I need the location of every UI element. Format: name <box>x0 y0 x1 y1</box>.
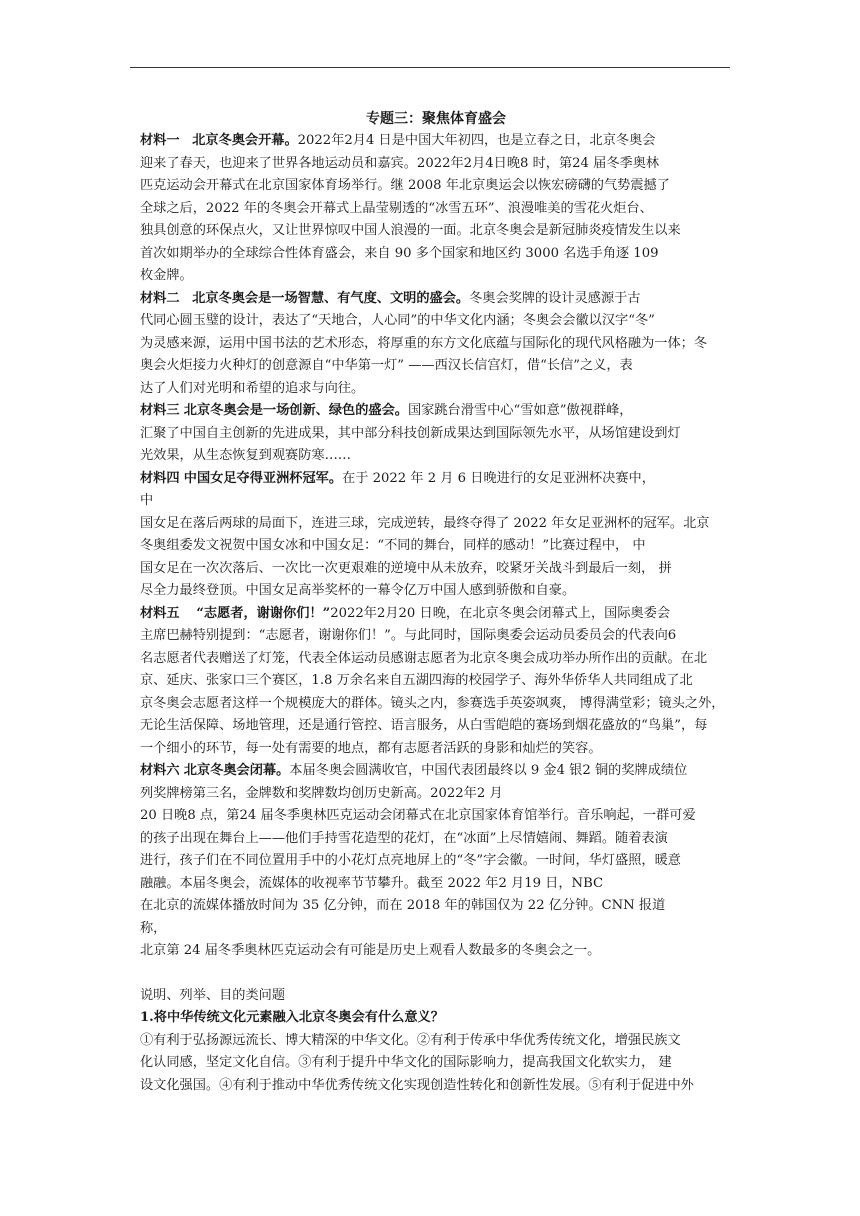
material-6-line: 进行，孩子们在不同位置用手中的小花灯点亮地屏上的“冬”字会徽。一时间，华灯盛照，暖意 <box>140 853 681 868</box>
material-5-line: 无论生活保障、场地管理，还是通行管控、语言服务，从白雪皑皑的赛场到烟花盛放的“鸟巢”，每 <box>140 718 708 733</box>
material-1-line: 首次如期举办的全球综合性体育盛会，来自 90 多个国家和地区约 3000 名选手角逐 109 <box>140 245 659 261</box>
material-1-line-1 <box>140 130 732 153</box>
header-rule <box>130 67 730 68</box>
answer-line: 化认同感，坚定文化自信。③有利于提升中华文化的国际影响力，提高我国文化软实力， 建 <box>140 1055 672 1070</box>
section-heading: 说明、列举、目的类问题 <box>140 987 286 1003</box>
material-5-line: 一个细小的环节，每一处有需要的地点，都有志愿者活跃的身影和灿烂的笑容。 <box>140 740 602 756</box>
material-5-line: 主席巴赫特别提到：“志愿者，谢谢你们！”。与此同时，国际奥委会运动员委员会的代表向6 <box>140 628 677 643</box>
material-6-line: 列奖牌榜第三名，金牌数和奖牌数均创历史新高。2022年2 月 <box>140 785 503 801</box>
material-5-text: 2022年2月20 日晚，在北京冬奥会闭幕式上，国际奥委会 <box>330 605 671 621</box>
material-1-line: 匹克运动会开幕式在北京国家体育场举行。继 2008 年北京奥运会以恢宏磅礴的气势震撼了 <box>140 178 670 193</box>
material-4-heading: 中国女足夺得亚洲杯冠军。 <box>183 470 343 486</box>
material-1-text: 2022年2月4 日是中国大年初四，也是立春之日，北京冬奥会 <box>297 133 656 148</box>
material-1-label: 材料一 <box>140 133 180 148</box>
material-3-line: 光效果，从生态恢复到观赛防寒…… <box>140 448 351 463</box>
material-5-label: 材料五 <box>140 605 180 621</box>
material-2-text: 冬奥会奖牌的设计灵感源于古 <box>469 290 641 306</box>
material-2-line-1 <box>140 288 732 311</box>
material-5-line: 名志愿者代表赠送了灯笼，代表全体运动员感谢志愿者为北京冬奥会成功举办所作出的贡献。在北 <box>140 650 708 666</box>
material-5-line-1 <box>140 603 732 626</box>
page-title: 专题三：聚焦体育盛会 <box>366 111 506 127</box>
material-6-line-1 <box>140 760 732 783</box>
spacer <box>140 963 732 985</box>
material-2-label: 材料二 <box>140 290 180 306</box>
material-1-line: 全球之后，2022 年的冬奥会开幕式上晶莹剔透的“冰雪五环”、浪漫唯美的雪花火炬台、 <box>140 200 653 216</box>
material-1-line: 独具创意的环保点火，又让世界惊叹中国人浪漫的一面。北京冬奥会是新冠肺炎疫情发生以来 <box>140 223 681 238</box>
material-6-heading: 北京冬奥会闭幕。 <box>183 763 290 778</box>
material-3-text: 国家跳台滑雪中心“雪如意”傲视群峰， <box>407 403 633 418</box>
material-5-heading: “志愿者，谢谢你们！” <box>196 605 331 621</box>
material-6-line: 的孩子出现在舞台上——他们手持雪花造型的花灯，在“冰面”上尽情嬉闹、舞蹈。随着表演 <box>140 830 668 846</box>
material-3-heading: 北京冬奥会是一场创新、绿色的盛会。 <box>183 403 408 418</box>
material-4-line: 尽全力最终登顶。中国女足高举奖杯的一幕令亿万中国人感到骄傲和自豪。 <box>140 583 576 598</box>
material-6-line: 融融。本届冬奥会，流媒体的收视率节节攀升。截至 2022 年2 月19 日，NBC <box>140 875 604 891</box>
material-2-line: 为灵感来源，运用中国书法的艺术形态，将厚重的东方文化底蕴与国际化的现代风格融为一体；冬 <box>140 335 708 351</box>
material-5-line: 京冬奥会志愿者这样一个规模庞大的群体。镜头之内，参赛选手英姿飒爽， 博得满堂彩；镜头之外， <box>140 695 725 711</box>
answer-line: 设文化强国。④有利于推动中华优秀传统文化实现创造性转化和创新性发展。⑤有利于促进中外 <box>140 1077 694 1093</box>
material-6-label: 材料六 <box>140 763 180 778</box>
material-3-label: 材料三 <box>140 403 180 418</box>
material-2-line: 代同心圆玉璧的设计，表达了“天地合，人心同”的中华文化内涵；冬奥会会徽以汉字“冬” <box>140 313 655 328</box>
material-4-line: 中 <box>140 493 154 508</box>
material-4-line: 国女足在一次次落后、一次比一次更艰难的逆境中从未放弃，咬紧牙关战斗到最后一刻， 拼 <box>140 560 672 576</box>
material-1-line: 迎来了春天，也迎来了世界各地运动员和嘉宾。2022年2月4日晚8 时，第24 届冬季奥林 <box>140 155 660 171</box>
material-6-text: 本届冬奥会圆满收官，中国代表团最终以 9 金4 银2 铜的奖牌成绩位 <box>289 763 688 778</box>
material-3-line-1 <box>140 400 732 423</box>
material-3-line: 汇聚了中国自主创新的先进成果，其中部分科技创新成果达到国际领先水平，从场馆建设到灯 <box>140 425 681 441</box>
answer-line: ①有利于弘扬源远流长、博大精深的中华文化。②有利于传承中华优秀传统文化，增强民族文 <box>140 1032 681 1048</box>
material-4-text: 在于 2022 年 2 月 6 日晚进行的女足亚洲杯决赛中， <box>342 470 655 486</box>
material-6-line: 20 日晚8 点，第24 届冬季奥林匹克运动会闭幕式在北京国家体育馆举行。音乐响起，一群可爱 <box>140 808 696 823</box>
material-4-label: 材料四 <box>140 470 180 486</box>
document-body <box>140 108 732 1097</box>
material-1-heading: 北京冬奥会开幕。 <box>192 133 298 148</box>
material-5-line: 京、延庆、张家口三个赛区，1.8 万余名来自五湖四海的校园学子、海外华侨华人共同组成了北 <box>140 673 693 688</box>
material-1-line: 枚金牌。 <box>140 268 193 283</box>
material-6-line: 在北京的流媒体播放时间为 35 亿分钟，而在 2018 年的韩国仅为 22 亿分钟。CNN 报道 <box>140 898 666 913</box>
material-2-line: 奥会火炬接力火种灯的创意源自“中华第一灯” ——西汉长信宫灯，借“长信”之义，表 <box>140 358 633 373</box>
material-4-line: 国女足在落后两球的局面下，连进三球，完成逆转，最终夺得了 2022 年女足亚洲杯的冠军。北京 <box>140 515 710 531</box>
material-2-line: 达了人们对光明和希望的追求与向往。 <box>140 380 365 396</box>
material-4-line: 冬奥组委发文祝贺中国女冰和中国女足：“不同的舞台，同样的感动！”比赛过程中， 中 <box>140 538 646 553</box>
material-6-line: 称， <box>140 920 167 936</box>
material-4-line-1 <box>140 468 732 491</box>
question: 1.将中华传统文化元素融入北京冬奥会有什么意义？ <box>140 1010 444 1025</box>
material-2-heading: 北京冬奥会是一场智慧、有气度、文明的盛会。 <box>192 290 470 306</box>
material-6-line: 北京第 24 届冬季奥林匹克运动会有可能是历史上观看人数最多的冬奥会之一。 <box>140 943 601 958</box>
